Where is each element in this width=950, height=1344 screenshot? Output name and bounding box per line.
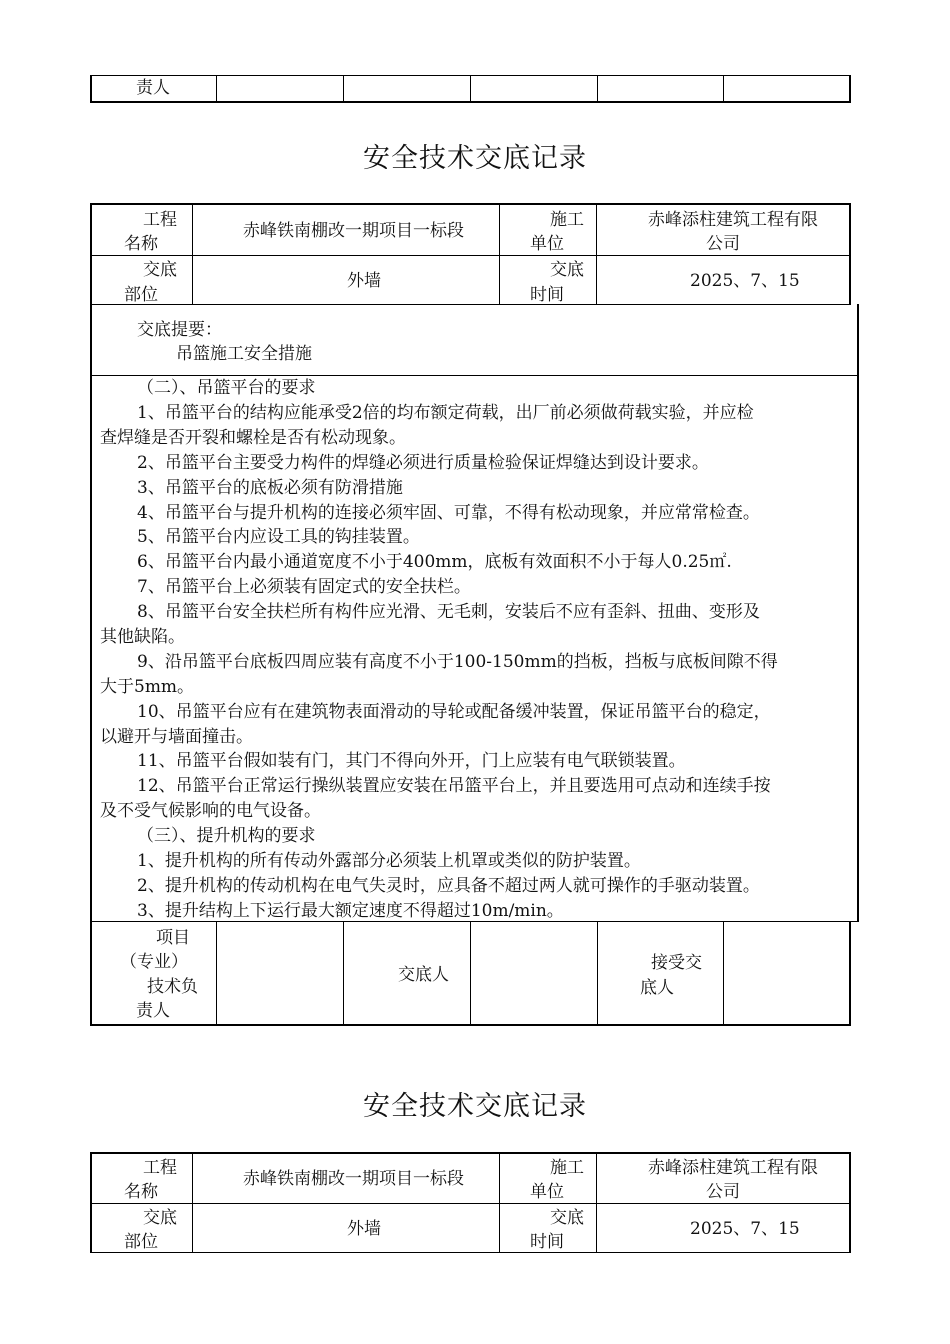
unit-name-1: 赤峰添柱建筑工程有限 — [648, 1158, 818, 1178]
content-line: 及不受气候影响的电气设备。 — [100, 801, 321, 821]
project-label-1: 工程 — [143, 1158, 177, 1178]
project-name: 赤峰铁南棚改一期项目一标段 — [243, 1169, 464, 1189]
project-label-2: 名称 — [124, 1182, 158, 1202]
project-label-2: 名称 — [124, 234, 158, 254]
tech-lead-label-4: 责人 — [136, 1001, 170, 1021]
project-label-1: 工程 — [143, 210, 177, 230]
unit-label-1: 施工 — [550, 1158, 584, 1178]
part-value: 外墙 — [347, 271, 381, 291]
content-line: 1、提升机构的所有传动外露部分必须装上机罩或类似的防护装置。 — [137, 851, 641, 871]
unit-name-2: 公司 — [706, 1182, 740, 1202]
content-line: 6、吊篮平台内最小通道宽度不小于400mm，底板有效面积不小于每人0.25㎡. — [137, 552, 732, 572]
content-line: 11、吊篮平台假如装有门，其门不得向外开，门上应装有电气联锁装置。 — [137, 751, 686, 771]
record-title: 安全技术交底记录 — [363, 143, 587, 174]
tech-lead-label-2: （专业） — [120, 952, 188, 972]
discloser-label: 交底人 — [398, 965, 449, 985]
receiver-label-1: 接受交 — [651, 953, 702, 973]
time-label-2: 时间 — [530, 285, 564, 305]
part-label-2: 部位 — [124, 1232, 158, 1252]
content-line: 4、吊篮平台与提升机构的连接必须牢固、可靠，不得有松动现象，并应常常检查。 — [137, 503, 760, 523]
part-label-2: 部位 — [124, 285, 158, 305]
content-line: 2、吊篮平台主要受力构件的焊缝必须进行质量检验保证焊缝达到设计要求。 — [137, 453, 709, 473]
summary-label: 交底提要： — [137, 320, 222, 340]
content-line: 10、吊篮平台应有在建筑物表面滑动的导轮或配备缓冲装置，保证吊篮平台的稳定， — [137, 702, 771, 722]
time-value: 2025、7、15 — [690, 271, 800, 291]
part-label-1: 交底 — [143, 260, 177, 280]
record-title-repeat: 安全技术交底记录 — [363, 1091, 587, 1122]
unit-label-2: 单位 — [530, 234, 564, 254]
content-line: 2、提升机构的传动机构在电气失灵时，应具备不超过两人就可操作的手驱动装置。 — [137, 876, 760, 896]
time-label-2: 时间 — [530, 1232, 564, 1252]
top-row-label: 责人 — [136, 78, 170, 98]
content-line: （三）、提升机构的要求 — [137, 826, 316, 846]
content-line: 8、吊篮平台安全扶栏所有构件应光滑、无毛刺，安装后不应有歪斜、扭曲、变形及 — [137, 602, 760, 622]
content-line: 其他缺陷。 — [100, 627, 185, 647]
content-line: 3、吊篮平台的底板必须有防滑措施 — [137, 478, 403, 498]
content-line: 5、吊篮平台内应设工具的钩挂装置。 — [137, 527, 420, 547]
content-line: 查焊缝是否开裂和螺栓是否有松动现象。 — [100, 428, 406, 448]
project-name: 赤峰铁南棚改一期项目一标段 — [243, 221, 464, 241]
content-line: 7、吊篮平台上必须装有固定式的安全扶栏。 — [137, 577, 471, 597]
summary-value: 吊篮施工安全措施 — [176, 344, 312, 364]
content-line: 12、吊篮平台正常运行操纵装置应安装在吊篮平台上，并且要选用可点动和连续手按 — [137, 776, 771, 796]
receiver-label-2: 底人 — [640, 978, 674, 998]
content-line: 大于5mm。 — [100, 677, 195, 697]
tech-lead-label-1: 项目 — [156, 928, 190, 948]
content-line: 3、提升结构上下运行最大额定速度不得超过10m/min。 — [137, 901, 564, 921]
content-line: 以避开与墙面撞击。 — [100, 727, 253, 747]
unit-name-1: 赤峰添柱建筑工程有限 — [648, 210, 818, 230]
content-line: 1、吊篮平台的结构应能承受2倍的均布额定荷载，出厂前必须做荷载实验，并应检 — [137, 403, 754, 423]
unit-name-2: 公司 — [706, 234, 740, 254]
part-value: 外墙 — [347, 1219, 381, 1239]
time-label-1: 交底 — [550, 1208, 584, 1228]
content-line: （二）、吊篮平台的要求 — [137, 378, 316, 398]
unit-label-1: 施工 — [550, 210, 584, 230]
tech-lead-label-3: 技术负 — [147, 977, 198, 997]
time-label-1: 交底 — [550, 260, 584, 280]
time-value: 2025、7、15 — [690, 1219, 800, 1239]
unit-label-2: 单位 — [530, 1182, 564, 1202]
part-label-1: 交底 — [143, 1208, 177, 1228]
content-line: 9、沿吊篮平台底板四周应装有高度不小于100-150mm的挡板，挡板与底板间隙不得 — [137, 652, 778, 672]
